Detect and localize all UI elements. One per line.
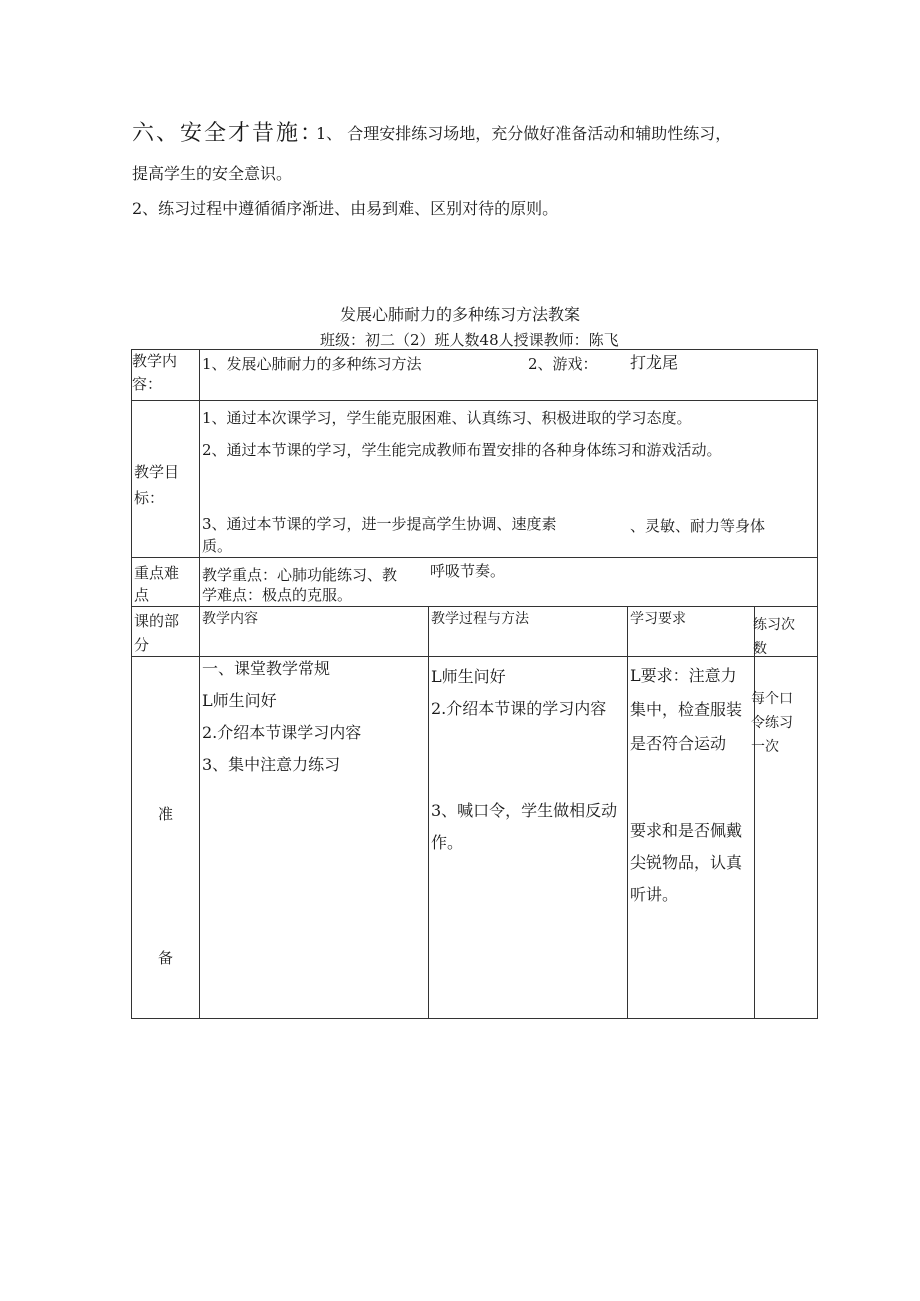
prep-part-top: 准 [158,805,174,823]
prep-count [751,657,818,1019]
prep-count-line: 一次 [751,739,779,755]
objective-2: 2、通过本节课的学习，学生能完成教师布置安排的各种身体练习和游戏活动。 [202,441,722,459]
key-points-value [200,558,818,607]
header-requirement: 学习要求 [628,607,755,657]
prep-content-line: 2.介绍本节课学习内容 [202,723,362,742]
teaching-focus-b: 呼吸节奏。 [430,562,506,580]
prep-count-line: 令练习 [751,715,793,731]
prep-method [429,657,628,1019]
lesson-title: 发展心肺耐力的多种练习方法教案 [339,305,580,324]
prep-method-line: 作。 [431,833,464,852]
prep-content-line: 一、课堂教学常规 [202,659,331,678]
safety-line-1: 1、 合理安排练习场地，充分做好准备活动和辅助性练习， [316,124,732,143]
objective-3c: 质。 [202,537,233,555]
content-game: 打龙尾 [630,353,679,372]
prep-requirement-line: 是否符合运动 [630,734,727,753]
safety-line-3: 2、练习过程中遵循循序渐进、由易到难、区别对待的原则。 [132,199,559,218]
prep-content [200,657,429,1019]
prep-requirement-line: L要求：注意力 [630,666,737,685]
prep-requirement [628,657,755,1019]
prep-method-line: L师生问好 [431,667,506,686]
teaching-difficulty: 学难点：极点的克服。 [202,586,353,604]
header-count: 练习次数 [755,607,818,657]
safety-line-2: 提高学生的安全意识。 [132,164,293,183]
prep-content-line: 3、集中注意力练习 [202,755,341,774]
row-objectives [132,401,818,558]
teaching-content-value [200,350,818,401]
content-item-1: 1、发展心肺耐力的多种练习方法 [202,355,422,373]
row-teaching-content [132,350,818,401]
prep-method-line: 2.介绍本节课的学习内容 [431,699,607,718]
row-preparation [132,657,818,1019]
prep-count-line: 每个口 [751,691,793,707]
prep-method-line: 3、喊口令，学生做相反动 [431,801,618,820]
label-objectives: 教学目标： [132,401,200,558]
objective-3b: 、灵敏、耐力等身体 [630,517,766,535]
objective-1: 1、通过本次课学习，学生能克服困难、认真练习、积极进取的学习态度。 [202,409,692,427]
safety-heading: 六、安全才昔施： [132,121,325,146]
label-teaching-content: 教学内容： [132,350,200,401]
teaching-focus-a: 教学重点：心肺功能练习、教 [202,566,398,584]
content-item-2: 2、游戏： [528,355,598,373]
lesson-plan-table [131,349,818,1019]
header-content: 教学内容 [200,607,429,657]
row-key-points [132,558,818,607]
row-column-headers [132,607,818,657]
header-part: 课的部分 [132,607,200,657]
prep-requirement-line: 尖锐物品，认真 [630,853,743,872]
prep-content-line: L师生问好 [202,691,277,710]
objectives-value [200,401,818,558]
prep-requirement-line: 要求和是否佩戴 [630,821,743,840]
objective-3a: 3、通过本节课的学习，进一步提高学生协调、速度素 [202,515,557,533]
label-key-points: 重点难点 [132,558,200,607]
prep-requirement-line: 听讲。 [630,885,679,904]
prep-requirement-line: 集中，检查服装 [630,700,743,719]
header-method: 教学过程与方法 [429,607,628,657]
prep-part-bottom: 备 [158,949,174,967]
class-info: 班级：初二（2）班人数48人授课教师：陈飞 [320,331,619,349]
prep-part [132,657,200,1019]
